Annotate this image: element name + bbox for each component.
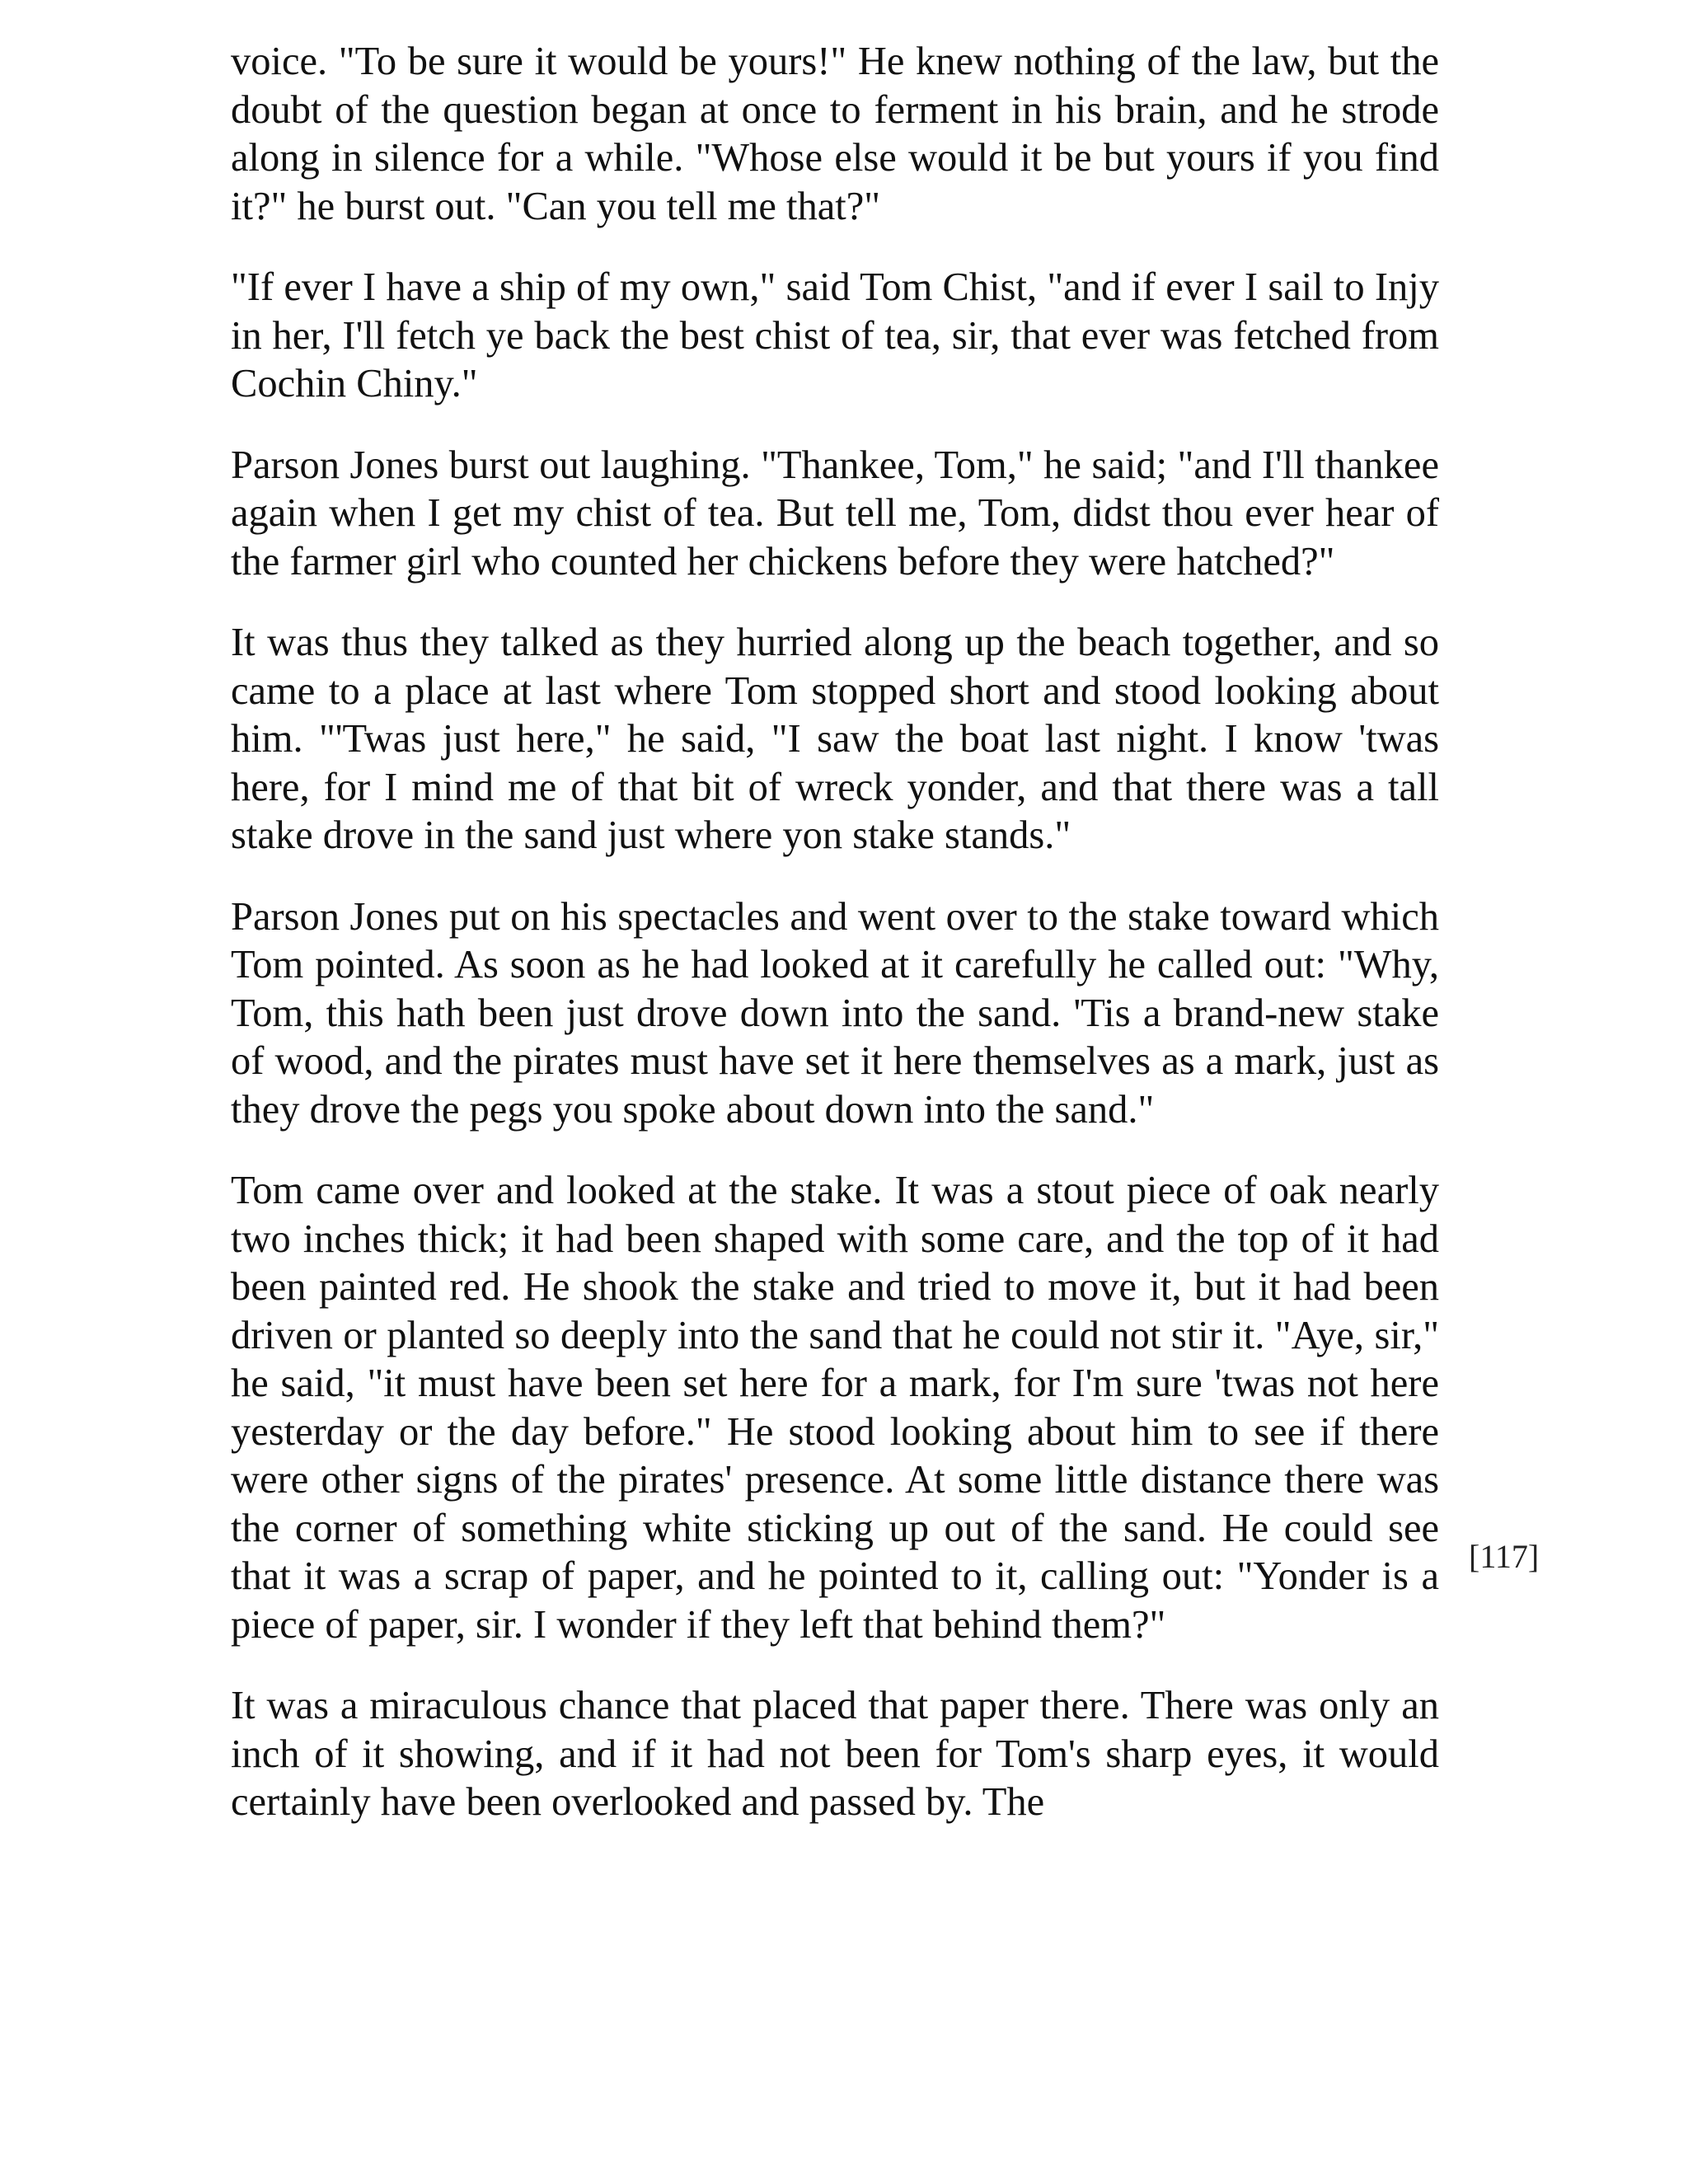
paragraph-7: It was a miraculous chance that placed that paper there. There was only an inch of it showing, and if it had not been for Tom's sharp eyes, it would certainly have been overlooked and passed by. The	[231, 1684, 1439, 1824]
paragraph-3: Parson Jones burst out laughing. "Thankee, Tom," he said; "and I'll thankee again when I get my chist of tea. But tell me, Tom, didst thou ever hear of the farmer girl who counted her chickens before they were hatched?"	[231, 443, 1439, 583]
paragraph-6: Tom came over and looked at the stake. It was a stout piece of oak nearly two inches thick; it had been shaped with some care, and the top of it had been painted red. He shook the stake and tried to move it, but it had been driven or planted so deeply into the sand that he could not stir it. "Aye, sir," he said, "it must have been set here for a mark, for I'm sure 'twas not here yesterday or the day before." He stood looking about him to see if there were other signs of the pirates' presence. At some little distance there was the corner of something white sticking up out of the sand. He could see that it was a scrap of paper, and he pointed to it, calling out: "Yonder is a piece of paper, sir. I wonder if they left that behind them?"	[231, 1169, 1439, 1647]
paragraph-1: voice. "To be sure it would be yours!" He knew nothing of the law, but the doubt of the question began at once to ferment in his brain, and he strode along in silence for a while. "Whose else would it be but yours if you find it?" he burst out. "Can you tell me that?"	[231, 40, 1439, 228]
page-body	[231, 38, 1439, 1860]
paragraph-4: It was thus they talked as they hurried along up the beach together, and so came to a place at last where Tom stopped short and stood looking about him. "'Twas just here," he said, "I saw the boat last night. I know 'twas here, for I mind me of that bit of wreck yonder, and that there was a tall stake drove in the sand just where yon stake stands."	[231, 621, 1439, 857]
page-number: [117]	[1469, 1538, 1540, 1575]
paragraph-2: "If ever I have a ship of my own," said Tom Chist, "and if ever I sail to Injy in her, I'll fetch ye back the best chist of tea, sir, that ever was fetched from Cochin Chiny."	[231, 265, 1439, 405]
paragraph-5: Parson Jones put on his spectacles and went over to the stake toward which Tom pointed. As soon as he had looked at it carefully he called out: "Why, Tom, this hath been just drove down into the sand. 'Tis a brand-new stake of wood, and the pirates must have set it here themselves as a mark, just as they drove the pegs you spoke about down into the sand."	[231, 894, 1439, 1132]
